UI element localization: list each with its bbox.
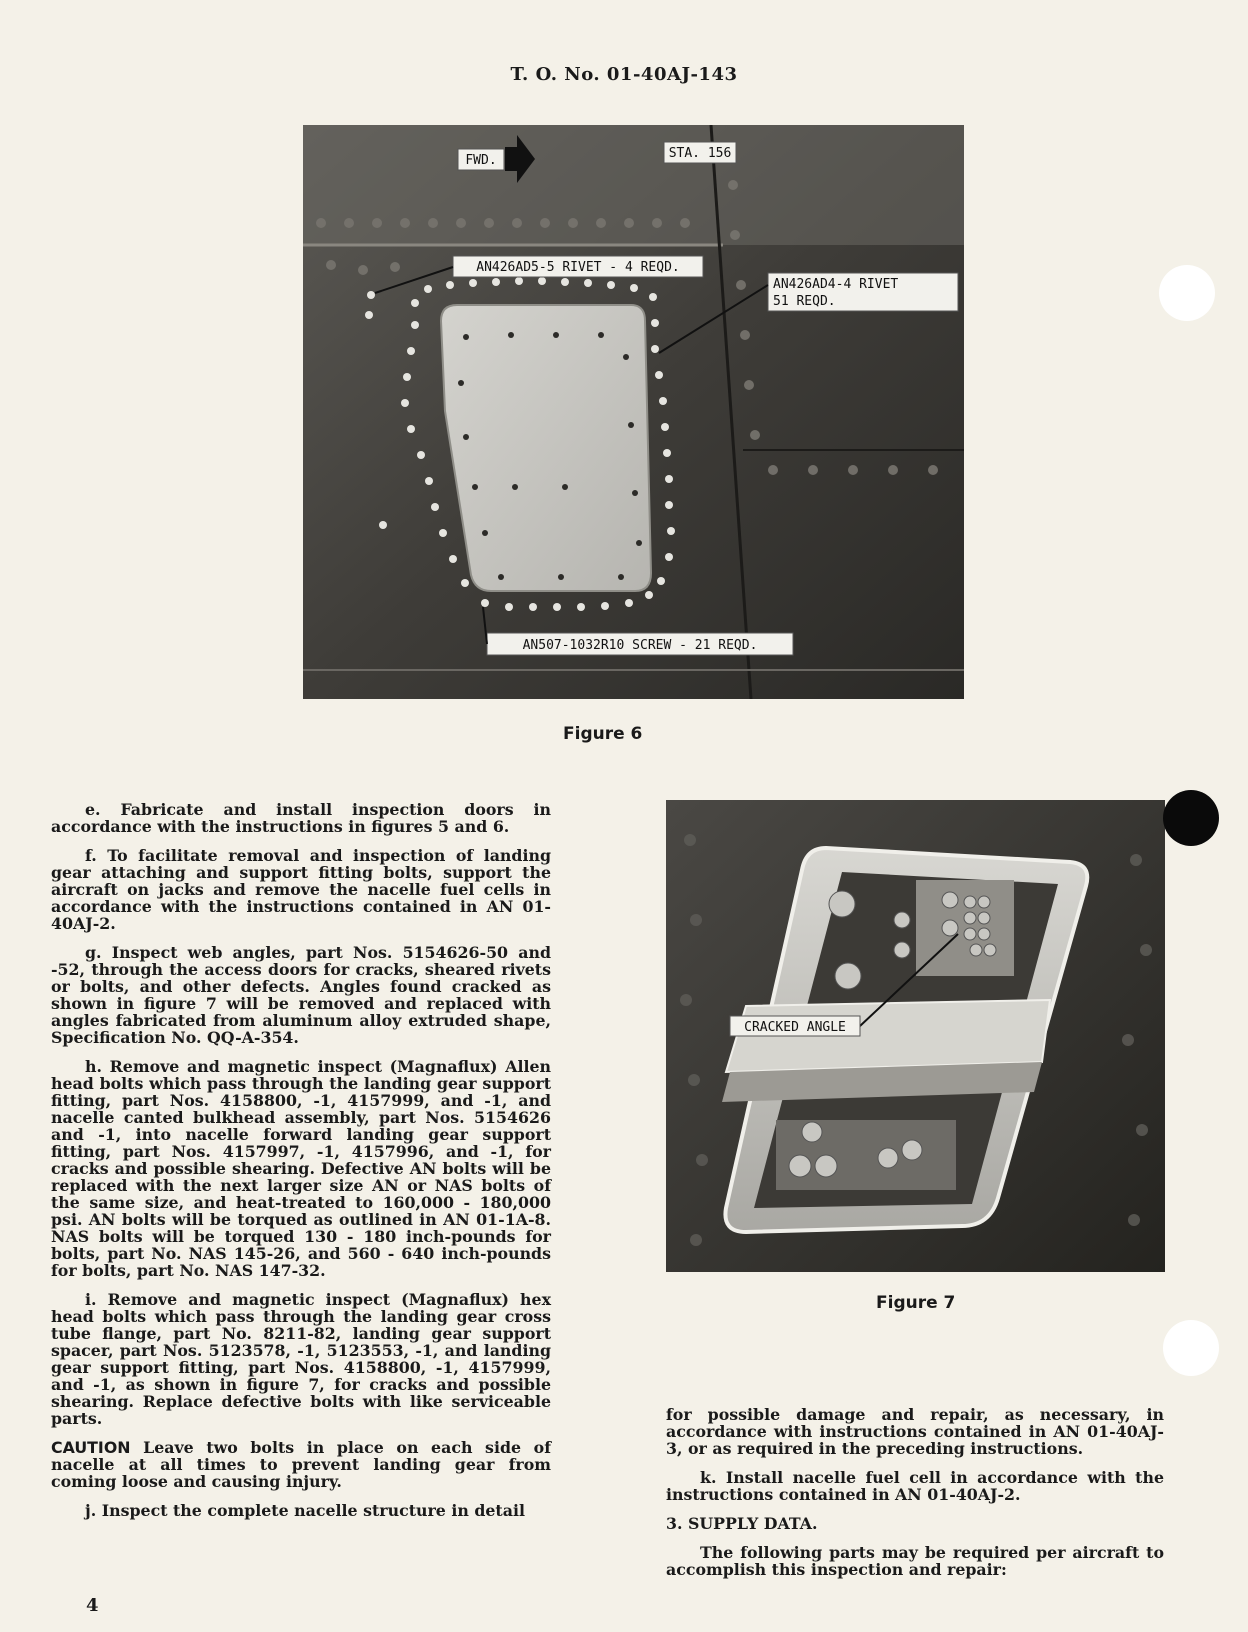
right-text-column: [666, 1406, 1164, 1590]
rivet-b-label-line2: 51 REQD.: [773, 294, 836, 309]
figure-6-caption: Figure 6: [563, 724, 643, 744]
paragraph-e: e. Fabricate and install inspection doors in accordance with the instructions in figures 5 and 6.: [51, 800, 551, 836]
cracked-angle-label: CRACKED ANGLE: [744, 1020, 846, 1035]
paragraph-i: i. Remove and magnetic inspect (Magnaflux) hex head bolts which pass through the landing gear cross tube flange, part No. 8211-82, landing gear support spacer, part Nos. 5123578, -1, 5123553, -1, and landing gear support fitting, part Nos. 4158800, -1, 4157999, and -1, as shown in figure 7, for cracks and possible shearing. Replace defective bolts with like serviceable parts.: [51, 1290, 551, 1428]
supply-intro: The following parts may be required per aircraft to accomplish this inspection and repair:: [666, 1543, 1164, 1579]
paragraph-j-continued: for possible damage and repair, as necessary, in accordance with instructions contained in AN 01-40AJ-3, or as required in the preceding instructions.: [666, 1405, 1164, 1458]
paragraph-h: h. Remove and magnetic inspect (Magnaflux) Allen head bolts which pass through the landing gear support fitting, part Nos. 4158800, -1, 4157999, and -1, and nacelle canted bulkhead assembly, part Nos. 5154626 and -1, into nacelle forward landing gear support fitting, part Nos. 4157997, -1, 4157996, and -1, for cracks and possible shearing. Defective AN bolts will be replaced with the next larger size AN or NAS bolts of the same size, and heat-treated to 160,000 - 180,000 psi. AN bolts will be torqued as outlined in AN 01-1A-8. NAS bolts will be torqued 130 - 180 inch-pounds for bolts, part No. NAS 145-26, and 560 - 640 inch-pounds for bolts, part No. NAS 147-32.: [51, 1057, 551, 1280]
caution-text: Leave two bolts in place on each side of nacelle at all times to prevent landing gear from coming loose and causing injury.: [51, 1438, 551, 1491]
section-heading-supply-data: 3. SUPPLY DATA.: [666, 1514, 818, 1533]
rivet-b-label-line1: AN426AD4-4 RIVET: [773, 277, 899, 292]
caution-note: [51, 1439, 551, 1490]
left-text-column: [51, 801, 551, 1531]
binder-hole-top: [1159, 265, 1215, 321]
caution-label: CAUTION: [51, 1438, 131, 1457]
document-header: T. O. No. 01-40AJ-143: [510, 64, 738, 85]
figure-7-caption: Figure 7: [876, 1293, 956, 1313]
screw-label: AN507-1032R10 SCREW - 21 REQD.: [522, 638, 758, 653]
binder-hole-bottom: [1163, 1320, 1219, 1376]
binder-hole-middle: [1163, 790, 1219, 846]
page-number: 4: [86, 1595, 99, 1616]
rivet-a-label: AN426AD5-5 RIVET - 4 REQD.: [476, 260, 680, 275]
paragraph-k: k. Install nacelle fuel cell in accordance with the instructions contained in AN 01-40AJ-2.: [666, 1468, 1164, 1504]
paragraph-j: j. Inspect the complete nacelle structure in detail: [85, 1501, 525, 1520]
paragraph-f: f. To facilitate removal and inspection of landing gear attaching and support fitting bolts, support the aircraft on jacks and remove the nacelle fuel cells in accordance with the instructions contained in AN 01-40AJ-2.: [51, 846, 551, 933]
figure-7-photo: [666, 800, 1165, 1272]
figure-7-illustration: [666, 800, 1165, 1272]
figure-6-photo: [303, 125, 964, 699]
paragraph-g: g. Inspect web angles, part Nos. 5154626-50 and -52, through the access doors for cracks, sheared rivets or bolts, and other defects. Angles found cracked as shown in figure 7 will be removed and replaced with angles fabricated from aluminum alloy extruded shape, Specification No. QQ-A-354.: [51, 943, 551, 1047]
fwd-label: FWD.: [465, 153, 497, 168]
figure-6-illustration: [303, 125, 964, 699]
station-label: STA. 156: [668, 146, 732, 161]
